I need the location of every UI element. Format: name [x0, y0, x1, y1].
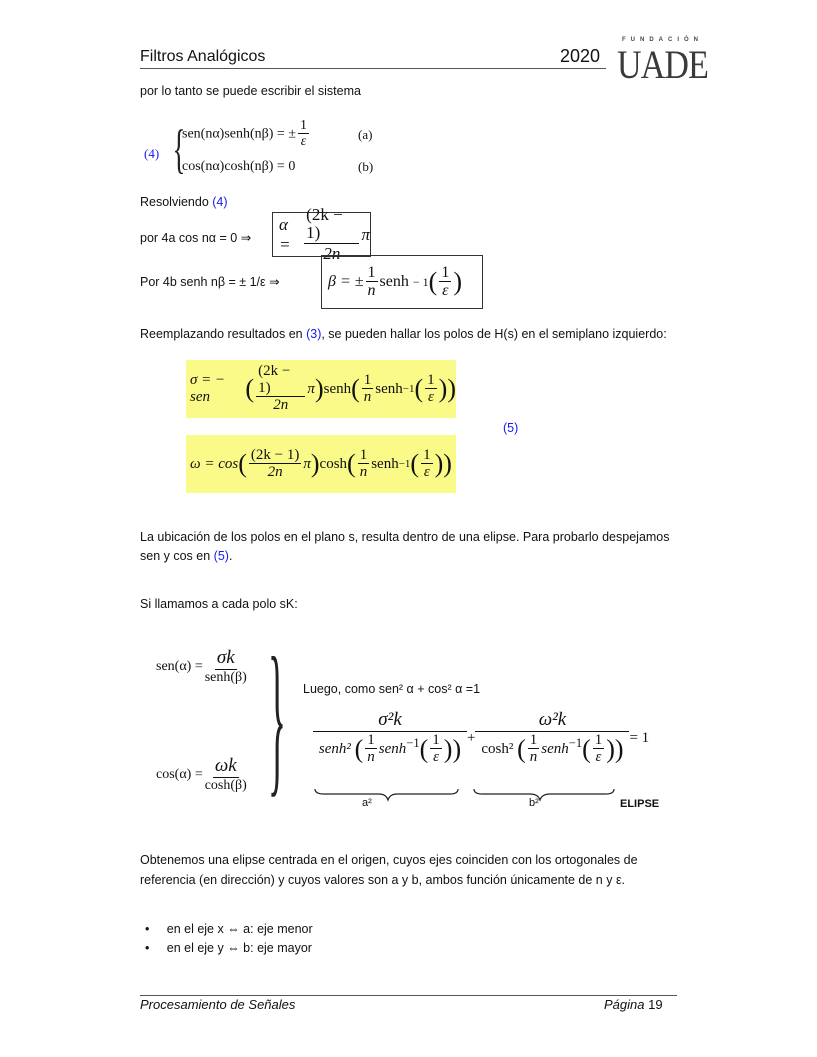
- ellipse-equation: σ²k senh² ( $\frac{1}{n}$ senh$^{-1}$( $\frac{1}{\varepsilon}$ )) + ω²k cosh² ( $\frac{1}{n}$ senh$^{-1}$( $\frac{1}{\varepsilon}$ )) = 1: [313, 710, 649, 767]
- underbrace-b: [474, 789, 614, 800]
- header-title: Filtros Analógicos: [140, 48, 266, 65]
- elipse-label: ELIPSE: [620, 798, 660, 810]
- right-brace: }: [268, 623, 286, 811]
- cos-alpha-eq: cos(α) = $\frac{\omega k}{\cosh(\beta)}$: [156, 755, 247, 793]
- tag-a: (a): [358, 127, 373, 142]
- resolve-text: Resolviendo (4): [140, 195, 228, 209]
- ref-5[interactable]: (5): [213, 549, 229, 563]
- ref-3[interactable]: (3): [306, 327, 322, 341]
- para1-line2: sen y cos en (5).: [140, 549, 233, 563]
- bullet-item: • en el eje x ⇔ a: eje menor: [145, 922, 313, 936]
- a-squared-label: a²: [362, 797, 372, 809]
- b-squared-label: b²: [529, 797, 539, 809]
- tag-b: (b): [358, 159, 374, 174]
- step-4a-text: por 4a cos nα = 0 ⇒: [140, 231, 252, 245]
- intro-text: por lo tanto se puede escribir el sistema: [140, 84, 361, 98]
- underbrace-a: [315, 789, 458, 800]
- sen-alpha-eq: sen(α) = $\frac{\sigma k}{\text{senh(β)}}$: [156, 647, 247, 685]
- system-label: (4): [144, 146, 160, 161]
- logo-top: FUNDACIÓN: [622, 37, 703, 43]
- step-4b-text: Por 4b senh nβ = ± 1/ε ⇒: [140, 275, 280, 289]
- sigma-equation: σ = − sen ( $\frac{(2k - 1)}{2n}$ π ) senh ( $\frac{1}{n}$ senh −1 ( $\frac{1}{\varepsilon}$ )): [186, 360, 456, 418]
- footer-title: Procesamiento de Señales: [140, 997, 296, 1012]
- footer-rule: [140, 995, 677, 996]
- alpha-result-box: α = $\frac{(2k - 1)}{2n}$ π: [272, 212, 371, 257]
- pole-intro: Si llamamos a cada polo sK:: [140, 597, 298, 611]
- left-brace: {: [172, 119, 186, 179]
- para2-line2: referencia (en dirección) y cuyos valores son a y b, ambos función únicamente de n y ε.: [140, 873, 625, 887]
- underbraces: [314, 788, 616, 802]
- uade-logo: UADE: [617, 42, 709, 87]
- replace-text: Reemplazando resultados en (3), se pueden hallar los polos de H(s) en el semiplano izquierdo:: [140, 327, 667, 341]
- eq-4a: sen(nα)senh(nβ) = ± $\frac{1}{\varepsilon}$: [182, 118, 308, 150]
- ref-4[interactable]: (4): [212, 195, 228, 209]
- omega-equation: ω = cos ( $\frac{(2k - 1)}{2n}$ π ) cosh ( $\frac{1}{n}$ senh −1 ( $\frac{1}{\varepsilon}$ )): [186, 435, 456, 493]
- luego-text: Luego, como sen² α + cos² α =1: [303, 682, 481, 696]
- para2-line1: Obtenemos una elipse centrada en el origen, cuyos ejes coinciden con los ortogonales de: [140, 853, 638, 867]
- header-rule: [140, 68, 606, 69]
- beta-result-box: β = ± $\frac{1}{n}$ senh − 1 ( $\frac{1}{\varepsilon}$ ): [321, 255, 483, 309]
- eq5-label: (5): [503, 421, 519, 435]
- eq-4b: cos(nα)cosh(nβ) = 0: [182, 159, 296, 174]
- page-number: Página 19: [604, 997, 663, 1012]
- header-year: 2020: [560, 46, 601, 66]
- para1-line1: La ubicación de los polos en el plano s, resulta dentro de una elipse. Para probarlo despejamos: [140, 530, 670, 544]
- bullet-item: • en el eje y ⇔ b: eje mayor: [145, 941, 312, 955]
